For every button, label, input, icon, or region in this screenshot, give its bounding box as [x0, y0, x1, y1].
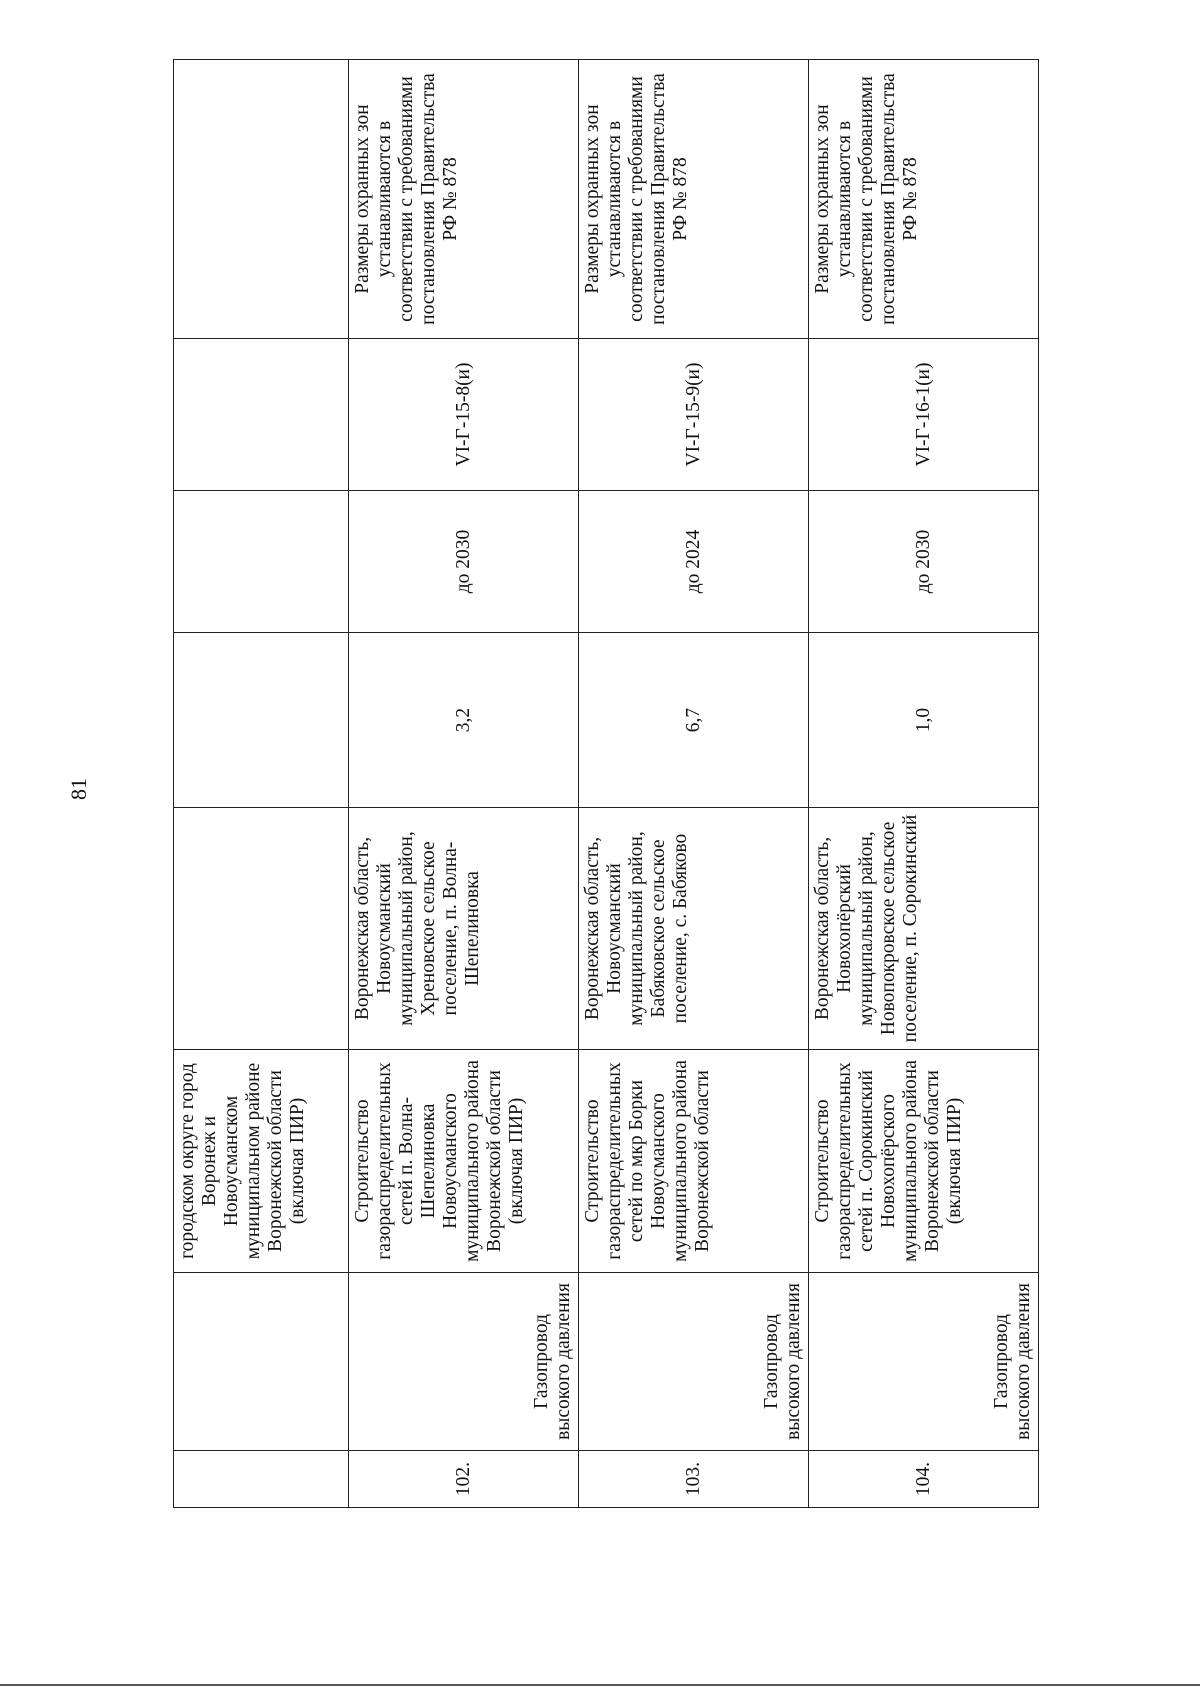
- table-row-continuation: [174, 60, 349, 1508]
- cell-zones: [174, 60, 349, 339]
- cell-length: [174, 633, 349, 808]
- cell-description: городском округе город Воронеж и Новоусманском муниципальном районе Воронежской области (включая ПИР): [174, 1050, 349, 1273]
- table-row: [579, 60, 809, 1508]
- cell-code: [174, 339, 349, 491]
- cell-term: до 2024: [579, 491, 809, 633]
- cell-location: Воронежская область, Новоусманский муниципальный район, Бабяковское сельское поселение, с. Бабяково: [579, 808, 809, 1050]
- cell-type: Газопровод высокого давления: [809, 1273, 1039, 1451]
- cell-code: VI-Г-16-1(и): [809, 339, 1039, 491]
- cell-description: Строительство газораспределительных сетей п. Сорокинский Новохопёрского муниципального района Воронежской области (включая ПИР): [809, 1050, 1039, 1273]
- cell-type: Газопровод высокого давления: [579, 1273, 809, 1451]
- table-frame: [173, 60, 1034, 1508]
- cell-zones: Размеры охранных зон устанавливаются в соответствии с требованиями постановления Правительства РФ № 878: [579, 60, 809, 339]
- cell-length: 1,0: [809, 633, 1039, 808]
- cell-code: VI-Г-15-9(и): [579, 339, 809, 491]
- cell-length: 6,7: [579, 633, 809, 808]
- cell-type: [174, 1273, 349, 1451]
- cell-term: [174, 491, 349, 633]
- cell-num: [174, 1451, 349, 1508]
- cell-num: 104.: [809, 1451, 1039, 1508]
- cell-length: 3,2: [349, 633, 579, 808]
- cell-zones: Размеры охранных зон устанавливаются в соответствии с требованиями постановления Правительства РФ № 878: [349, 60, 579, 339]
- cell-term: до 2030: [349, 491, 579, 633]
- cell-code: VI-Г-15-8(и): [349, 339, 579, 491]
- cell-term: до 2030: [809, 491, 1039, 633]
- cell-location: Воронежская область, Новоусманский муниципальный район, Хреновское сельское поселение, п. Волна-Шепелиновка: [349, 808, 579, 1050]
- cell-zones: Размеры охранных зон устанавливаются в соответствии с требованиями постановления Правительства РФ № 878: [809, 60, 1039, 339]
- cell-num: 102.: [349, 1451, 579, 1508]
- infrastructure-table: [173, 59, 1039, 1508]
- table-row: [349, 60, 579, 1508]
- scan-edge-line: [0, 1684, 1200, 1686]
- rotated-table-wrapper: [173, 60, 1034, 1508]
- table-row: [809, 60, 1039, 1508]
- cell-num: 103.: [579, 1451, 809, 1508]
- cell-location: Воронежская область, Новохопёрский муниципальный район, Новопокровское сельское поселение, п. Сорокинский: [809, 808, 1039, 1050]
- cell-description: Строительство газораспределительных сетей п. Волна-Шепелиновка Новоусманского муниципального района Воронежской области (включая ПИР): [349, 1050, 579, 1273]
- cell-location: [174, 808, 349, 1050]
- cell-type: Газопровод высокого давления: [349, 1273, 579, 1451]
- page-number: 81: [66, 778, 91, 800]
- cell-description: Строительство газораспределительных сетей по мкр Борки Новоусманского муниципального района Воронежской области: [579, 1050, 809, 1273]
